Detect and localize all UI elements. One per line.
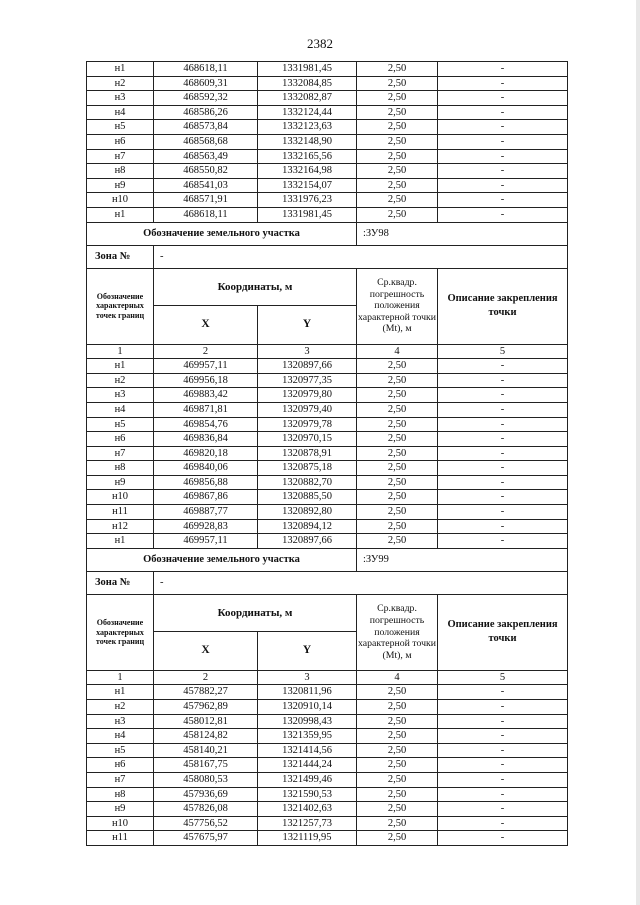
- x-cell: 469883,42: [154, 388, 258, 403]
- table-row: [87, 193, 568, 208]
- desc-cell: -: [438, 534, 568, 549]
- error-cell: 2,50: [357, 91, 438, 106]
- error-header: Ср.квадр. погрешность положения характерной точки (Mt), м: [357, 268, 438, 344]
- x-cell: 468573,84: [154, 120, 258, 135]
- point-cell: н8: [87, 164, 154, 179]
- point-cell: н2: [87, 76, 154, 91]
- error-cell: 2,50: [357, 149, 438, 164]
- y-cell: 1320894,12: [258, 519, 357, 534]
- desc-cell: -: [438, 714, 568, 729]
- error-cell: 2,50: [357, 729, 438, 744]
- y-cell: 1332124,44: [258, 105, 357, 120]
- col-number: 2: [154, 344, 258, 359]
- desc-cell: -: [438, 831, 568, 846]
- point-cell: н2: [87, 373, 154, 388]
- x-cell: 469840,06: [154, 461, 258, 476]
- zone-value: -: [154, 245, 568, 268]
- error-cell: 2,50: [357, 802, 438, 817]
- table-row: [87, 62, 568, 77]
- x-cell: 457962,89: [154, 700, 258, 715]
- x-cell: 469836,84: [154, 432, 258, 447]
- plot-designation-value: :ЗУ99: [357, 548, 568, 571]
- error-cell: 2,50: [357, 816, 438, 831]
- desc-cell: -: [438, 743, 568, 758]
- table-row: [87, 729, 568, 744]
- error-cell: 2,50: [357, 402, 438, 417]
- x-cell: 468550,82: [154, 164, 258, 179]
- y-header: Y: [258, 305, 357, 344]
- point-cell: н7: [87, 773, 154, 788]
- error-cell: 2,50: [357, 461, 438, 476]
- desc-cell: -: [438, 193, 568, 208]
- desc-header: Описание закрепления точки: [438, 268, 568, 344]
- y-cell: 1321257,73: [258, 816, 357, 831]
- col-number: 1: [87, 670, 154, 685]
- y-cell: 1320977,35: [258, 373, 357, 388]
- col-number: 4: [357, 344, 438, 359]
- desc-cell: -: [438, 685, 568, 700]
- table-row: [87, 76, 568, 91]
- point-cell: н3: [87, 91, 154, 106]
- point-cell: н6: [87, 134, 154, 149]
- coords-header: Координаты, м: [154, 268, 357, 305]
- error-cell: 2,50: [357, 164, 438, 179]
- table-row: [87, 743, 568, 758]
- x-cell: 468586,26: [154, 105, 258, 120]
- desc-cell: -: [438, 62, 568, 77]
- x-header: X: [154, 305, 258, 344]
- x-cell: 469928,83: [154, 519, 258, 534]
- x-cell: 468568,68: [154, 134, 258, 149]
- y-cell: 1332084,85: [258, 76, 357, 91]
- error-cell: 2,50: [357, 76, 438, 91]
- point-cell: н1: [87, 62, 154, 77]
- x-cell: 468618,11: [154, 62, 258, 77]
- y-cell: 1320878,91: [258, 446, 357, 461]
- y-cell: 1320998,43: [258, 714, 357, 729]
- error-cell: 2,50: [357, 758, 438, 773]
- y-cell: 1320897,66: [258, 359, 357, 374]
- desc-cell: -: [438, 446, 568, 461]
- table-row: [87, 388, 568, 403]
- table-row: [87, 787, 568, 802]
- error-cell: 2,50: [357, 193, 438, 208]
- point-cell: н11: [87, 505, 154, 520]
- error-cell: 2,50: [357, 505, 438, 520]
- point-header: Обозначение характерных точек границ: [87, 268, 154, 344]
- table-row: [87, 402, 568, 417]
- desc-cell: -: [438, 802, 568, 817]
- point-cell: н12: [87, 519, 154, 534]
- x-cell: 457882,27: [154, 685, 258, 700]
- table-row: [87, 802, 568, 817]
- x-cell: 469871,81: [154, 402, 258, 417]
- y-cell: 1320897,66: [258, 534, 357, 549]
- table-row: [87, 105, 568, 120]
- point-cell: н4: [87, 105, 154, 120]
- y-header: Y: [258, 631, 357, 670]
- col-number: 1: [87, 344, 154, 359]
- desc-cell: -: [438, 120, 568, 135]
- col-number: 2: [154, 670, 258, 685]
- x-cell: 468609,31: [154, 76, 258, 91]
- table-row: [87, 505, 568, 520]
- x-cell: 469957,11: [154, 534, 258, 549]
- error-cell: 2,50: [357, 120, 438, 135]
- error-cell: 2,50: [357, 831, 438, 846]
- point-cell: н10: [87, 490, 154, 505]
- x-cell: 469887,77: [154, 505, 258, 520]
- table-row: [87, 519, 568, 534]
- point-cell: н10: [87, 816, 154, 831]
- y-cell: 1321444,24: [258, 758, 357, 773]
- zone-label: Зона №: [87, 245, 154, 268]
- desc-cell: -: [438, 417, 568, 432]
- error-cell: 2,50: [357, 359, 438, 374]
- error-cell: 2,50: [357, 432, 438, 447]
- col-number: 5: [438, 344, 568, 359]
- point-cell: н8: [87, 461, 154, 476]
- point-cell: н1: [87, 207, 154, 222]
- table-row: [87, 149, 568, 164]
- x-cell: 469856,88: [154, 475, 258, 490]
- table-row: [87, 714, 568, 729]
- x-cell: 469867,86: [154, 490, 258, 505]
- error-cell: 2,50: [357, 475, 438, 490]
- y-cell: 1331981,45: [258, 207, 357, 222]
- error-cell: 2,50: [357, 446, 438, 461]
- table-row: [87, 816, 568, 831]
- y-cell: 1320892,80: [258, 505, 357, 520]
- x-cell: 458080,53: [154, 773, 258, 788]
- desc-cell: -: [438, 402, 568, 417]
- y-cell: 1321402,63: [258, 802, 357, 817]
- desc-cell: -: [438, 373, 568, 388]
- desc-cell: -: [438, 149, 568, 164]
- desc-cell: -: [438, 432, 568, 447]
- x-cell: 457936,69: [154, 787, 258, 802]
- point-cell: н9: [87, 178, 154, 193]
- point-cell: н1: [87, 534, 154, 549]
- y-cell: 1321590,53: [258, 787, 357, 802]
- coords-header: Координаты, м: [154, 594, 357, 631]
- x-cell: 457826,08: [154, 802, 258, 817]
- error-cell: 2,50: [357, 787, 438, 802]
- point-cell: н3: [87, 714, 154, 729]
- x-cell: 458167,75: [154, 758, 258, 773]
- x-cell: 469957,11: [154, 359, 258, 374]
- x-cell: 468571,91: [154, 193, 258, 208]
- point-cell: н6: [87, 432, 154, 447]
- table-row: [87, 164, 568, 179]
- plot-designation-row: [87, 222, 568, 245]
- x-cell: 457756,52: [154, 816, 258, 831]
- table-row: [87, 534, 568, 549]
- desc-cell: -: [438, 505, 568, 520]
- x-cell: 458012,81: [154, 714, 258, 729]
- header-row-1: [87, 594, 568, 631]
- scan-edge: [636, 0, 640, 905]
- desc-cell: -: [438, 91, 568, 106]
- point-cell: н9: [87, 475, 154, 490]
- y-cell: 1331976,23: [258, 193, 357, 208]
- desc-cell: -: [438, 490, 568, 505]
- error-cell: 2,50: [357, 178, 438, 193]
- error-cell: 2,50: [357, 417, 438, 432]
- error-cell: 2,50: [357, 105, 438, 120]
- error-cell: 2,50: [357, 700, 438, 715]
- zone-row: [87, 571, 568, 594]
- page-number: 2382: [307, 36, 333, 51]
- y-cell: 1320875,18: [258, 461, 357, 476]
- x-header: X: [154, 631, 258, 670]
- error-cell: 2,50: [357, 207, 438, 222]
- table-row: [87, 685, 568, 700]
- y-cell: 1320885,50: [258, 490, 357, 505]
- desc-cell: -: [438, 787, 568, 802]
- desc-cell: -: [438, 461, 568, 476]
- error-cell: 2,50: [357, 490, 438, 505]
- error-cell: 2,50: [357, 134, 438, 149]
- table-row: [87, 475, 568, 490]
- y-cell: 1332165,56: [258, 149, 357, 164]
- x-cell: 457675,97: [154, 831, 258, 846]
- plot-designation-value: :ЗУ98: [357, 222, 568, 245]
- point-cell: н7: [87, 446, 154, 461]
- error-cell: 2,50: [357, 714, 438, 729]
- col-number: 3: [258, 344, 357, 359]
- y-cell: 1320979,40: [258, 402, 357, 417]
- point-cell: н5: [87, 120, 154, 135]
- table-row: [87, 373, 568, 388]
- point-cell: н3: [87, 388, 154, 403]
- point-cell: н1: [87, 359, 154, 374]
- y-cell: 1332082,87: [258, 91, 357, 106]
- point-cell: н4: [87, 402, 154, 417]
- table-top-body: [87, 62, 568, 846]
- desc-cell: -: [438, 76, 568, 91]
- zone-row: [87, 245, 568, 268]
- desc-cell: -: [438, 207, 568, 222]
- point-header: Обозначение характерных точек границ: [87, 594, 154, 670]
- point-cell: н2: [87, 700, 154, 715]
- zone-value: -: [154, 571, 568, 594]
- header-row-1: [87, 268, 568, 305]
- y-cell: 1320882,70: [258, 475, 357, 490]
- desc-cell: -: [438, 519, 568, 534]
- table-row: [87, 178, 568, 193]
- desc-cell: -: [438, 105, 568, 120]
- desc-cell: -: [438, 816, 568, 831]
- point-cell: н11: [87, 831, 154, 846]
- error-cell: 2,50: [357, 519, 438, 534]
- y-cell: 1332123,63: [258, 120, 357, 135]
- plot-designation-row: [87, 548, 568, 571]
- point-cell: н6: [87, 758, 154, 773]
- y-cell: 1331981,45: [258, 62, 357, 77]
- col-number: 4: [357, 670, 438, 685]
- point-cell: н4: [87, 729, 154, 744]
- table-row: [87, 831, 568, 846]
- col-number: 3: [258, 670, 357, 685]
- error-cell: 2,50: [357, 62, 438, 77]
- table-row: [87, 207, 568, 222]
- desc-cell: -: [438, 178, 568, 193]
- point-cell: н10: [87, 193, 154, 208]
- desc-cell: -: [438, 164, 568, 179]
- zone-label: Зона №: [87, 571, 154, 594]
- table-row: [87, 359, 568, 374]
- table-row: [87, 91, 568, 106]
- error-cell: 2,50: [357, 773, 438, 788]
- desc-cell: -: [438, 134, 568, 149]
- table-row: [87, 490, 568, 505]
- y-cell: 1321359,95: [258, 729, 357, 744]
- error-cell: 2,50: [357, 388, 438, 403]
- column-numbers-row: [87, 344, 568, 359]
- table-row: [87, 758, 568, 773]
- table-row: [87, 446, 568, 461]
- y-cell: 1321119,95: [258, 831, 357, 846]
- y-cell: 1320979,78: [258, 417, 357, 432]
- x-cell: 458140,21: [154, 743, 258, 758]
- y-cell: 1332154,07: [258, 178, 357, 193]
- y-cell: 1320970,15: [258, 432, 357, 447]
- desc-cell: -: [438, 729, 568, 744]
- y-cell: 1332148,90: [258, 134, 357, 149]
- table-row: [87, 134, 568, 149]
- column-numbers-row: [87, 670, 568, 685]
- point-cell: н5: [87, 743, 154, 758]
- desc-cell: -: [438, 475, 568, 490]
- y-cell: 1332164,98: [258, 164, 357, 179]
- point-cell: н1: [87, 685, 154, 700]
- coordinates-table: [86, 61, 568, 846]
- x-cell: 469854,76: [154, 417, 258, 432]
- y-cell: 1321414,56: [258, 743, 357, 758]
- table-row: [87, 120, 568, 135]
- desc-cell: -: [438, 758, 568, 773]
- desc-cell: -: [438, 359, 568, 374]
- point-cell: н9: [87, 802, 154, 817]
- desc-header: Описание закрепления точки: [438, 594, 568, 670]
- error-cell: 2,50: [357, 534, 438, 549]
- y-cell: 1320979,80: [258, 388, 357, 403]
- x-cell: 469956,18: [154, 373, 258, 388]
- table-row: [87, 461, 568, 476]
- error-cell: 2,50: [357, 685, 438, 700]
- desc-cell: -: [438, 700, 568, 715]
- x-cell: 468618,11: [154, 207, 258, 222]
- x-cell: 468563,49: [154, 149, 258, 164]
- error-cell: 2,50: [357, 373, 438, 388]
- plot-designation-label: Обозначение земельного участка: [87, 222, 357, 245]
- x-cell: 469820,18: [154, 446, 258, 461]
- y-cell: 1320910,14: [258, 700, 357, 715]
- table-row: [87, 432, 568, 447]
- error-cell: 2,50: [357, 743, 438, 758]
- table-row: [87, 700, 568, 715]
- error-header: Ср.квадр. погрешность положения характерной точки (Mt), м: [357, 594, 438, 670]
- col-number: 5: [438, 670, 568, 685]
- y-cell: 1320811,96: [258, 685, 357, 700]
- point-cell: н7: [87, 149, 154, 164]
- table-row: [87, 773, 568, 788]
- x-cell: 468592,32: [154, 91, 258, 106]
- y-cell: 1321499,46: [258, 773, 357, 788]
- point-cell: н5: [87, 417, 154, 432]
- x-cell: 458124,82: [154, 729, 258, 744]
- desc-cell: -: [438, 388, 568, 403]
- desc-cell: -: [438, 773, 568, 788]
- x-cell: 468541,03: [154, 178, 258, 193]
- plot-designation-label: Обозначение земельного участка: [87, 548, 357, 571]
- point-cell: н8: [87, 787, 154, 802]
- table-row: [87, 417, 568, 432]
